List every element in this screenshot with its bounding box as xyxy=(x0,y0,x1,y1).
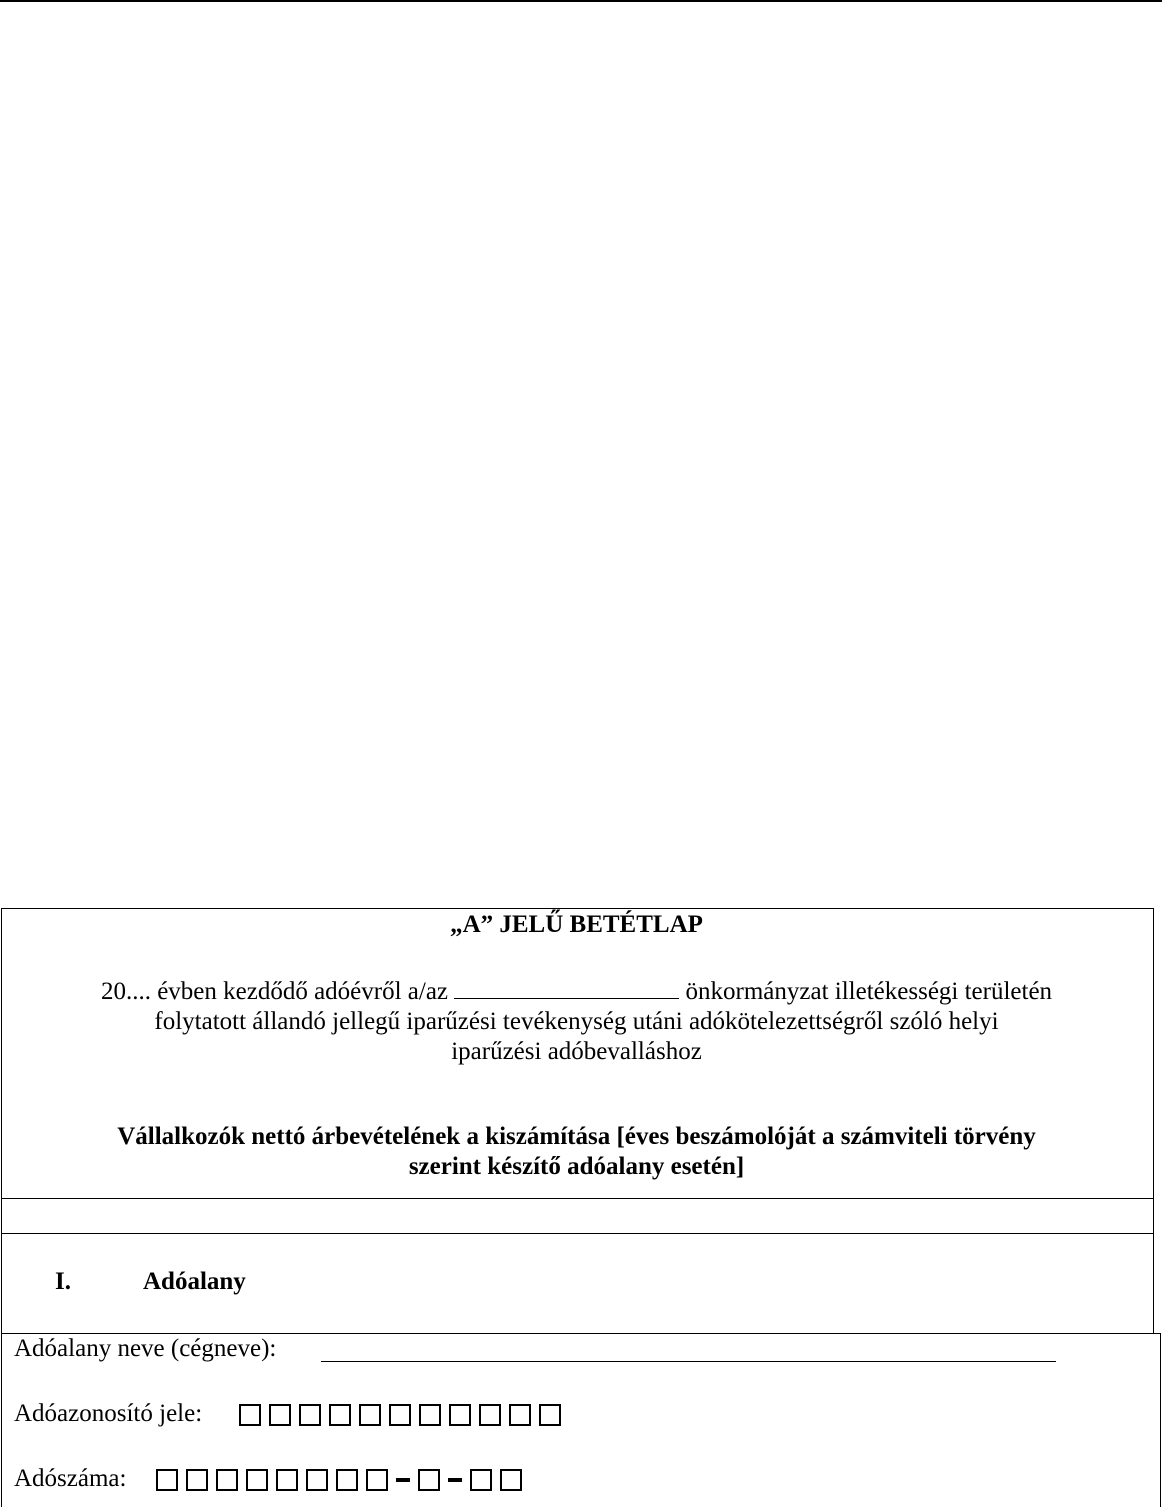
name-input-line[interactable] xyxy=(321,1361,1056,1362)
name-label: Adóalany neve (cégneve): xyxy=(14,1335,277,1362)
tax-id-digit-box[interactable] xyxy=(479,1404,501,1426)
para-line-2: folytatott állandó jellegű iparűzési tevékenység utáni adókötelezettségről szóló helyi xyxy=(154,1008,999,1035)
para-line-3: iparűzési adóbevalláshoz xyxy=(451,1038,702,1065)
para-line-1-end: önkormányzat illetékességi területén xyxy=(685,978,1053,1005)
tax-number-digit-box[interactable] xyxy=(156,1469,178,1491)
para-line-1 xyxy=(0,976,1153,1007)
tax-number-digit-box[interactable] xyxy=(276,1469,298,1491)
subtitle-line-1: Vállalkozók nettó árbevételének a kiszámítása [éves beszámolóját a számviteli törvény xyxy=(117,1123,1036,1150)
subtitle-line-2: szerint készítő adóalany esetén] xyxy=(408,1153,745,1180)
subtitle xyxy=(0,1122,1153,1182)
tax-number-digit-box[interactable] xyxy=(186,1469,208,1491)
separator-dash xyxy=(448,1478,462,1482)
tax-id-digit-box[interactable] xyxy=(449,1404,471,1426)
tax-number-digit-box[interactable] xyxy=(500,1469,522,1491)
tax-id-digit-box[interactable] xyxy=(329,1404,351,1426)
tax-id-digit-box[interactable] xyxy=(239,1404,261,1426)
tax-id-boxes xyxy=(239,1404,569,1426)
para-line-1-start: 20.... évben kezdődő adóévről a/az xyxy=(100,978,449,1005)
tax-id-digit-box[interactable] xyxy=(509,1404,531,1426)
spacer-row xyxy=(1,1198,1154,1234)
tax-id-digit-box[interactable] xyxy=(299,1404,321,1426)
form-title: „A” JELŰ BETÉTLAP xyxy=(450,911,703,938)
tax-number-digit-box[interactable] xyxy=(418,1469,440,1491)
section-number: I. xyxy=(55,1268,71,1295)
municipality-blank[interactable] xyxy=(454,976,679,999)
tax-number-digit-box[interactable] xyxy=(366,1469,388,1491)
section-title: Adóalany xyxy=(143,1268,246,1295)
tax-number-boxes xyxy=(156,1469,530,1491)
tax-id-digit-box[interactable] xyxy=(359,1404,381,1426)
tax-number-digit-box[interactable] xyxy=(246,1469,268,1491)
tax-number-digit-box[interactable] xyxy=(216,1469,238,1491)
separator-dash xyxy=(396,1478,410,1482)
header-paragraph xyxy=(0,976,1153,1067)
top-rule xyxy=(0,0,1162,2)
tax-id-digit-box[interactable] xyxy=(269,1404,291,1426)
tax-number-label: Adószáma: xyxy=(14,1465,127,1492)
tax-number-digit-box[interactable] xyxy=(336,1469,358,1491)
tax-id-digit-box[interactable] xyxy=(419,1404,441,1426)
tax-number-digit-box[interactable] xyxy=(306,1469,328,1491)
tax-id-label: Adóazonosító jele: xyxy=(14,1400,203,1427)
tax-id-digit-box[interactable] xyxy=(539,1404,561,1426)
tax-number-digit-box[interactable] xyxy=(470,1469,492,1491)
tax-id-digit-box[interactable] xyxy=(389,1404,411,1426)
